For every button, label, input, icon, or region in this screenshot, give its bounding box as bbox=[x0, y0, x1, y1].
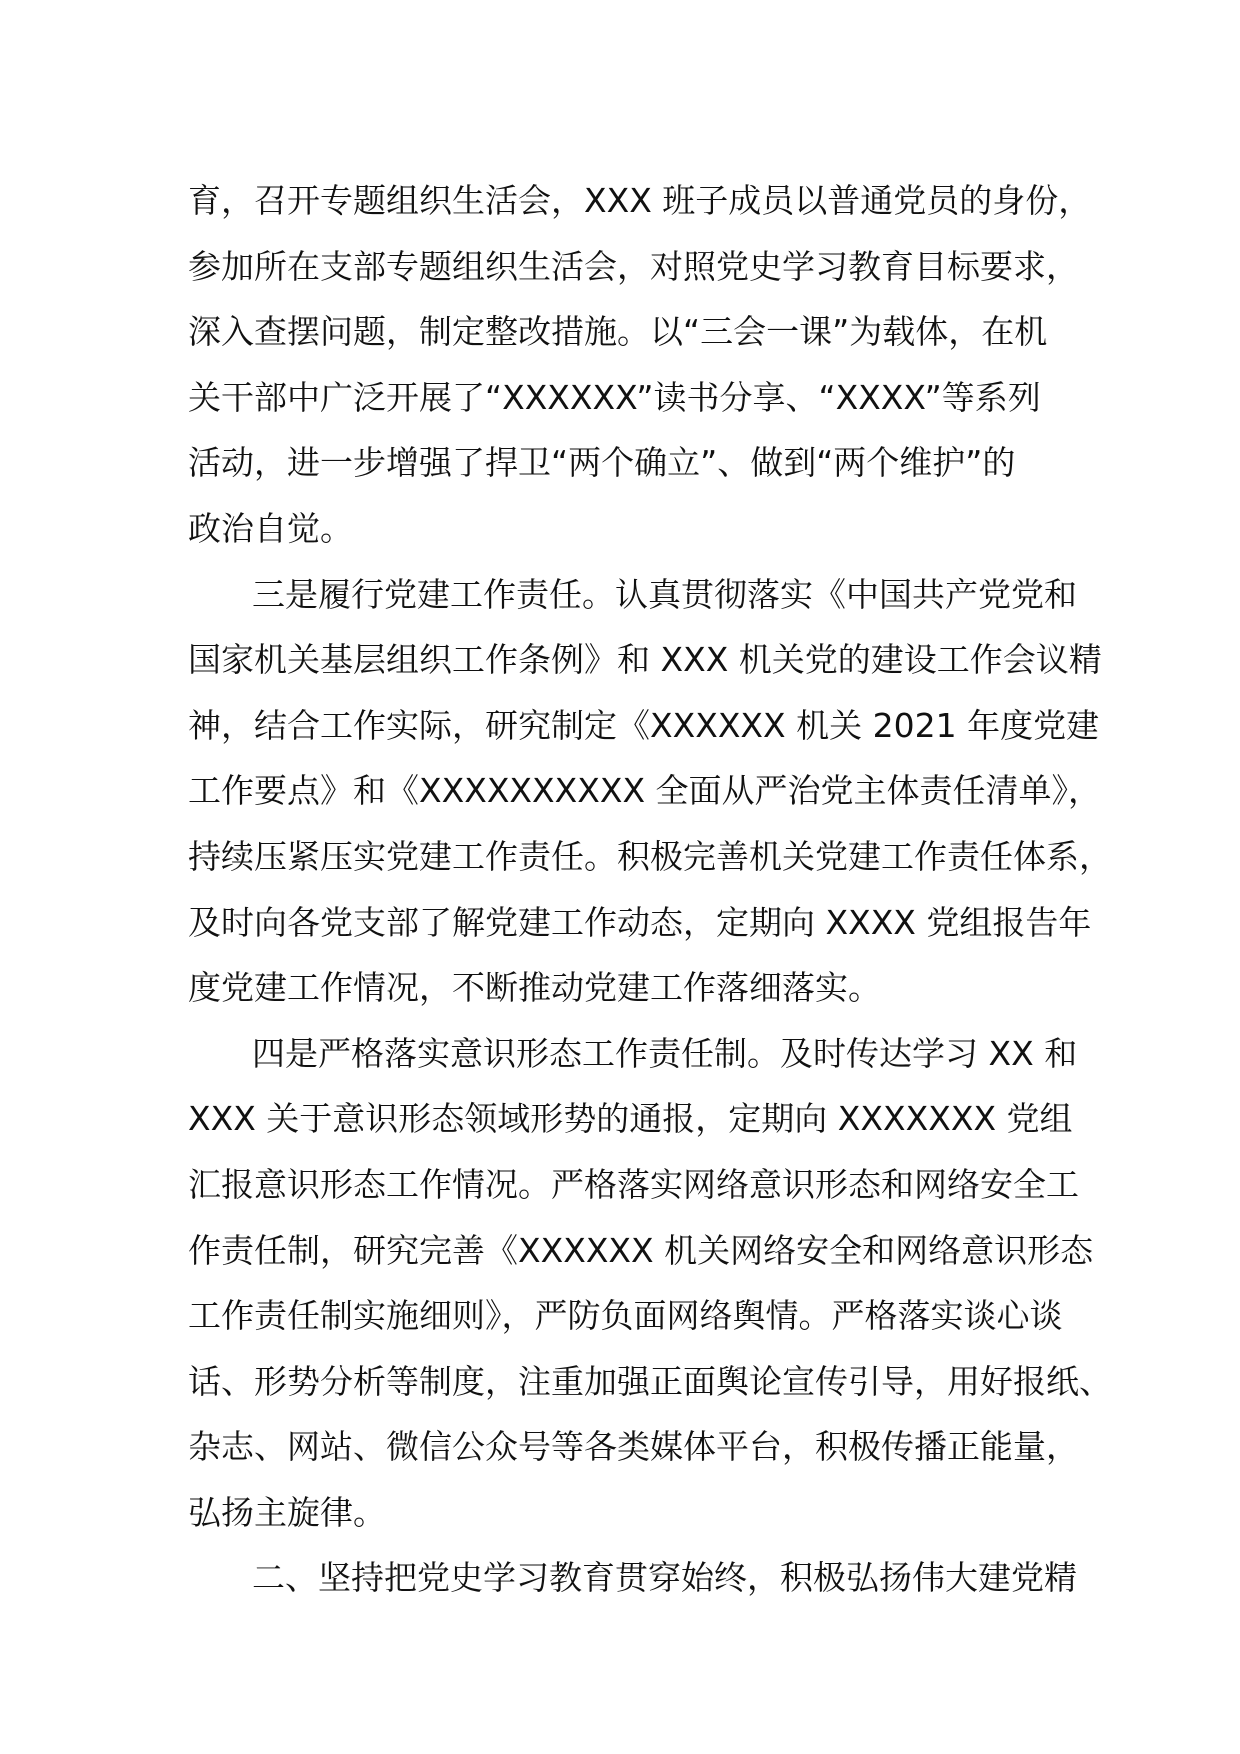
text-line: 作责任制，研究完善《XXXXXX 机关网络安全和网络意识形态 bbox=[188, 1230, 1094, 1270]
paragraph-start-line: 三是履行党建工作责任。认真贯彻落实《中国共产党党和 bbox=[252, 574, 1077, 614]
text-line: 参加所在支部专题组织生活会，对照党史学习教育目标要求， bbox=[188, 246, 1079, 286]
text-line: 神，结合工作实际，研究制定《XXXXXX 机关 2021 年度党建 bbox=[188, 705, 1100, 745]
text-line: 育，召开专题组织生活会，XXX 班子成员以普通党员的身份， bbox=[188, 181, 1092, 220]
section-heading-line: 二、坚持把党史学习教育贯穿始终，积极弘扬伟大建党精 bbox=[252, 1558, 1077, 1598]
text-line: 杂志、网站、微信公众号等各类媒体平台，积极传播正能量， bbox=[188, 1427, 1079, 1467]
text-line: 关干部中广泛开展了“XXXXXX”读书分享、“XXXX”等系列 bbox=[188, 377, 1041, 417]
text-line: 工作要点》和《XXXXXXXXXX 全面从严治党主体责任清单》， bbox=[188, 771, 1102, 811]
text-line: XXX 关于意识形态领域形势的通报，定期向 XXXXXXX 党组 bbox=[188, 1099, 1073, 1139]
text-line: 深入查摆问题，制定整改措施。以“三会一课”为载体，在机 bbox=[188, 312, 1048, 352]
paragraph-start-line: 四是严格落实意识形态工作责任制。及时传达学习 XX 和 bbox=[252, 1033, 1078, 1073]
text-line: 汇报意识形态工作情况。严格落实网络意识形态和网络安全工 bbox=[188, 1164, 1079, 1204]
text-line: 政治自觉。 bbox=[188, 508, 353, 548]
text-line: 弘扬主旋律。 bbox=[188, 1492, 386, 1532]
text-line: 及时向各党支部了解党建工作动态，定期向 XXXX 党组报告年 bbox=[188, 902, 1092, 942]
body-text bbox=[188, 168, 1112, 1611]
text-line: 国家机关基层组织工作条例》和 XXX 机关党的建设工作会议精 bbox=[188, 640, 1102, 680]
text-line: 话、形势分析等制度，注重加强正面舆论宣传引导，用好报纸、 bbox=[188, 1361, 1112, 1401]
text-line: 度党建工作情况，不断推动党建工作落细落实。 bbox=[188, 968, 881, 1008]
text-line: 持续压紧压实党建工作责任。积极完善机关党建工作责任体系， bbox=[188, 836, 1112, 876]
text-line: 工作责任制实施细则》，严防负面网络舆情。严格落实谈心谈 bbox=[188, 1296, 1063, 1336]
text-line: 活动，进一步增强了捍卫“两个确立”、做到“两个维护”的 bbox=[188, 443, 1016, 483]
